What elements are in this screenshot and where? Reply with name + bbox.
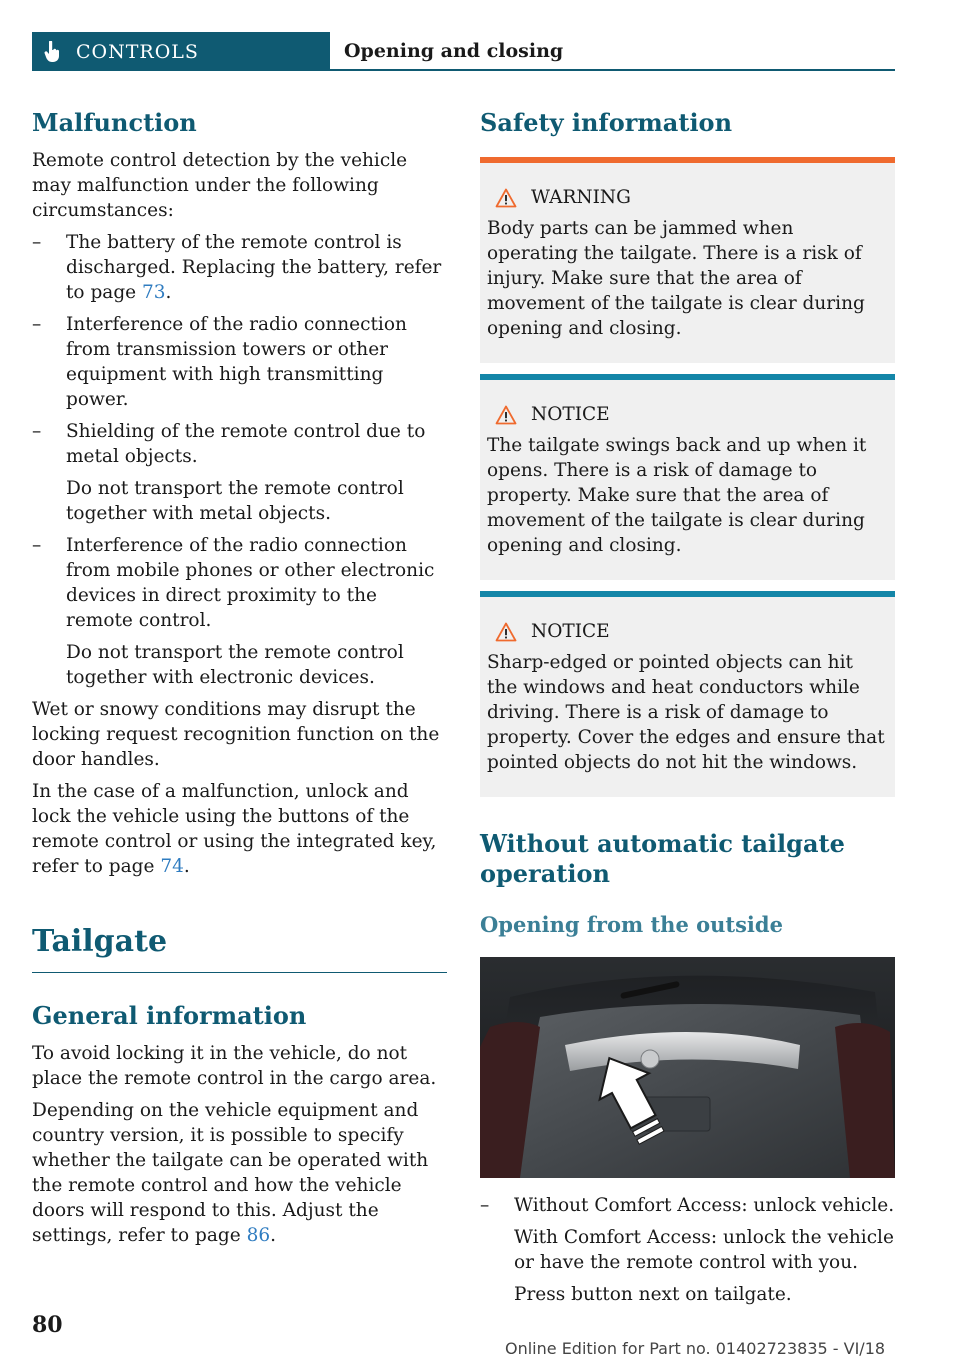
tailgate-paragraph-1: To avoid locking it in the vehicle, do not place the remote control in the cargo area. bbox=[32, 1043, 437, 1089]
opening-from-outside-heading: Opening from the outside bbox=[480, 912, 783, 937]
notice-triangle-icon bbox=[495, 405, 517, 425]
warning-triangle-icon bbox=[495, 188, 517, 208]
warning-label: WARNING bbox=[531, 187, 631, 208]
page-link[interactable]: 86 bbox=[246, 1225, 271, 1246]
notice-text: The tailgate swings back and up when it opens. There is a risk of damage to property. Make sure that the area of movement of the tailgate is clear during opening and closing. bbox=[487, 435, 867, 556]
safety-information-heading: Safety information bbox=[480, 108, 733, 137]
malfunction-case-paragraph: In the case of a malfunction, unlock and lock the vehicle using the buttons of the remote control or using the integrated key, refer to page 74. bbox=[32, 781, 437, 877]
section-label: CONTROLS bbox=[76, 40, 199, 63]
list-item: – Without Comfort Access: unlock vehicle. With Comfort Access: unlock the vehicle or have the remote control with you. Press button next on tailgate. bbox=[480, 1193, 895, 1307]
page-number: 80 bbox=[32, 1312, 63, 1338]
list-item-followup: Do not transport the remote control together with electronic devices. bbox=[66, 642, 404, 688]
malfunction-intro: Remote control detection by the vehicle may malfunction under the following circumstances: bbox=[32, 150, 408, 221]
list-item: – Shielding of the remote control due to metal objects. Do not transport the remote control together with metal objects. bbox=[32, 419, 447, 526]
malfunction-heading: Malfunction bbox=[32, 108, 197, 137]
right-column bbox=[480, 100, 895, 1314]
tailgate-heading: Tailgate bbox=[32, 922, 447, 973]
list-item: – Interference of the radio connection from mobile phones or other electronic devices in direct proximity to the remote control. Do not transport the remote control together with electronic devices. bbox=[32, 533, 447, 690]
page-link[interactable]: 74 bbox=[160, 856, 184, 877]
notice-text: Sharp-edged or pointed objects can hit the windows and heat conductors while driving. There is a risk of damage to property. Cover the edges and ensure that pointed objects do not hit the windows. bbox=[487, 652, 885, 773]
tailgate-paragraph-2: Depending on the vehicle equipment and country version, it is possible to specify whether the tailgate can be operated with the remote control and how the vehicle doors will respond to this. Adjust the settings, refer to page 86. bbox=[32, 1100, 429, 1246]
list-item-followup: With Comfort Access: unlock the vehicle or have the remote control with you. bbox=[514, 1227, 894, 1273]
page-header bbox=[32, 32, 895, 71]
footer-edition: Online Edition for Part no. 01402723835 - VI/18 bbox=[505, 1339, 886, 1358]
wet-conditions-paragraph: Wet or snowy conditions may disrupt the locking request recognition function on the door handles. bbox=[32, 699, 440, 770]
notice-label: NOTICE bbox=[531, 404, 610, 425]
section-tab bbox=[32, 32, 330, 71]
list-item-followup: Do not transport the remote control together with metal objects. bbox=[66, 478, 404, 524]
warning-text: Body parts can be jammed when operating the tailgate. There is a risk of injury. Make sure that the area of movement of the tailgate is clear during opening and closing. bbox=[487, 218, 865, 339]
left-column bbox=[32, 100, 447, 1255]
without-automatic-tailgate-heading: Without automatic tailgate operation bbox=[480, 829, 845, 888]
general-information-heading: General information bbox=[32, 1001, 307, 1030]
opening-list bbox=[480, 1193, 895, 1307]
notice-box bbox=[480, 591, 895, 797]
list-item: – The battery of the remote control is discharged. Replacing the battery, refer to page 73. bbox=[32, 230, 447, 305]
list-item: – Interference of the radio connection from transmission towers or other equipment with high transmitting power. bbox=[32, 312, 447, 412]
pointing-hand-icon bbox=[44, 41, 60, 63]
malfunction-list bbox=[32, 230, 447, 690]
page-link[interactable]: 73 bbox=[142, 282, 166, 303]
list-item-followup: Press button next on tailgate. bbox=[514, 1284, 792, 1305]
notice-triangle-icon bbox=[495, 622, 517, 642]
tailgate-photo bbox=[480, 957, 895, 1178]
chapter-title: Opening and closing bbox=[330, 32, 895, 71]
warning-box bbox=[480, 157, 895, 363]
notice-box bbox=[480, 374, 895, 580]
notice-label: NOTICE bbox=[531, 621, 610, 642]
